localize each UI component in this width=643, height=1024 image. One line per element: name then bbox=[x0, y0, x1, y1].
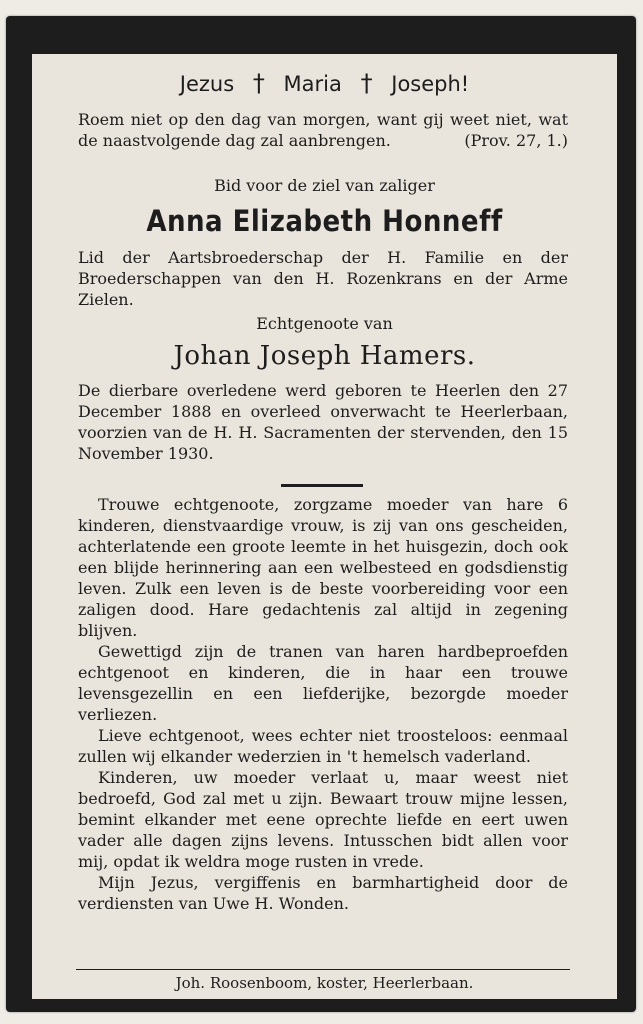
eulogy-paragraph: Kinderen, uw moeder verlaat u, maar weest niet bedroefd, God zal met u zijn. Bewaart trouw mijne lessen, bemint elkander met eene oprechte liefde en eert uwen vader alle dagen zijns levens. Intusschen bidt allen voor mij, opdat ik weldra moge rusten in vrede. bbox=[78, 768, 568, 871]
quote-text: Roem niet op den dag van morgen, want gij weet niet, wat de naastvolgende dag zal aanbrengen. bbox=[78, 110, 568, 150]
footer-divider bbox=[76, 969, 570, 970]
cross-icon: † bbox=[360, 69, 373, 97]
quote-reference: (Prov. 27, 1.) bbox=[464, 131, 568, 150]
eulogy-paragraph: Trouwe echtgenoote, zorgzame moeder van hare 6 kinderen, dienstvaardige vrouw, is zij van ons gescheiden, achterlatende een groote leemte in het huisgezin, doch ook een blijde herinnering aan een welbesteed en godsdienstig leven. Zulk een leven is de beste voorbereiding voor een zaligen dood. Hare gedachtenis zal altijd in zegening blijven. bbox=[78, 495, 568, 640]
bible-quote bbox=[78, 109, 568, 151]
birth-death-text: De dierbare overledene werd geboren te Heerlen den 27 December 1888 en overleed onverwacht te Heerlerbaan, voorzien van de H. H. Sacramenten der stervenden, den 15 November 1930. bbox=[78, 381, 568, 463]
printer-footer: Joh. Roosenboom, koster, Heerlerbaan. bbox=[175, 974, 474, 992]
memorial-card bbox=[6, 16, 636, 1012]
cross-icon: † bbox=[252, 69, 265, 97]
eulogy-paragraph: Lieve echtgenoot, wees echter niet troosteloos: eenmaal zullen wij elkander wederzien in 't hemelsch vaderland. bbox=[78, 726, 568, 766]
invocation-maria: Maria bbox=[283, 72, 342, 96]
spouse-label: Echtgenoote van bbox=[256, 314, 393, 333]
invocation-jezus: Jezus bbox=[179, 72, 235, 96]
spouse-name: Johan Joseph Hamers. bbox=[173, 341, 476, 371]
invocation-heading bbox=[32, 69, 617, 97]
invocation-joseph: Joseph! bbox=[391, 72, 470, 96]
prayer-line: Bid voor de ziel van zaliger bbox=[214, 176, 435, 195]
eulogy-body bbox=[78, 494, 568, 914]
divider bbox=[281, 484, 363, 487]
eulogy-paragraph: Mijn Jezus, vergiffenis en barmhartigheid door de verdiensten van Uwe H. Wonden. bbox=[78, 873, 568, 913]
eulogy-paragraph: Gewettigd zijn de tranen van haren hardbeproefden echtgenoot en kinderen, die in haar een trouwe levensgezellin en een liefderijke, bezorgde moeder verliezen. bbox=[78, 642, 568, 724]
card-text-area bbox=[32, 54, 617, 999]
membership-text: Lid der Aartsbroederschap der H. Familie en der Broederschappen van den H. Rozenkrans en der Arme Zielen. bbox=[78, 248, 568, 309]
deceased-name: Anna Elizabeth Honneff bbox=[146, 204, 503, 238]
